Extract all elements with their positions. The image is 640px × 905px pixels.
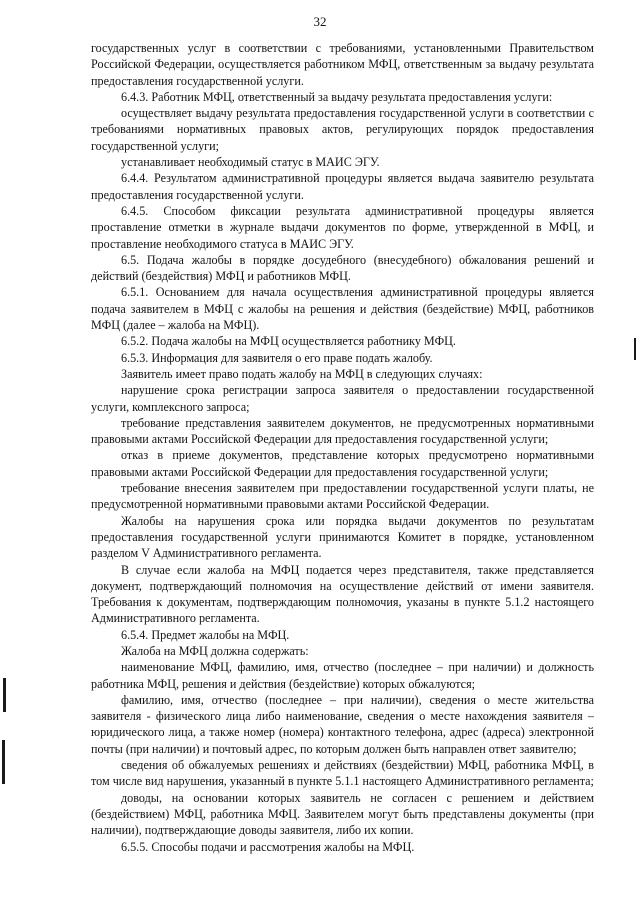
paragraph: Жалоба на МФЦ должна содержать: bbox=[121, 643, 309, 658]
paragraph: 6.5.2. Подача жалобы на МФЦ осуществляется работнику МФЦ. bbox=[121, 334, 456, 349]
paragraph: Заявитель имеет право подать жалобу на МФЦ в следующих случаях: bbox=[121, 366, 483, 381]
paragraph: сведения об обжалуемых решениях и действиях (бездействии) МФЦ, работника МФЦ, в том числе вид нарушения, указанный в пункте 5.1.1 настоящего Административного регламента; bbox=[91, 758, 594, 789]
paragraph: наименование МФЦ, фамилию, имя, отчество (последнее – при наличии) и должность работника МФЦ, решения и действия (бездействие) которых обжалуются; bbox=[91, 660, 594, 691]
paragraph: отказ в приеме документов, представление которых предусмотрено нормативными правовыми актами Российской Федерации для предоставления государственной услуги; bbox=[91, 448, 594, 479]
paragraph: 6.4.4. Результатом административной процедуры является выдача заявителю результата предоставления государственной услуги. bbox=[91, 171, 594, 202]
document-body bbox=[91, 40, 594, 855]
page-number: 32 bbox=[313, 14, 327, 29]
paragraph: 6.5.3. Информация для заявителя о его праве подать жалобу. bbox=[121, 350, 433, 365]
paragraph: 6.5.4. Предмет жалобы на МФЦ. bbox=[121, 627, 290, 642]
paragraph: осуществляет выдачу результата предоставления государственной услуги в соответствии с требованиями нормативных правовых актов, регулирующих порядок предоставления государственной услуги; bbox=[91, 106, 594, 153]
scan-mark bbox=[2, 740, 5, 784]
paragraph: доводы, на основании которых заявитель не согласен с решением и действием (бездействием) МФЦ, работника МФЦ. Заявителем могут быть представлены документы (при наличии), подтверждающие доводы заявителя, либо их копии. bbox=[91, 790, 594, 838]
paragraph: Жалобы на нарушения срока или порядка выдачи документов по результатам предоставления государственной услуги принимаются Комитет в порядке, установленном разделом V Административного регламента. bbox=[91, 513, 594, 561]
paragraph: требование внесения заявителем при предоставлении государственной услуги платы, не предусмотренной нормативными правовыми актами Российской Федерации. bbox=[91, 481, 594, 512]
paragraph: 6.5.5. Способы подачи и рассмотрения жалобы на МФЦ. bbox=[121, 839, 415, 854]
scan-mark bbox=[3, 678, 6, 712]
paragraph: требование представления заявителем документов, не предусмотренных нормативными правовыми актами Российской Федерации для предоставления государственной услуги; bbox=[91, 415, 594, 447]
paragraph: нарушение срока регистрации запроса заявителя о предоставлении государственной услуги, комплексного запроса; bbox=[91, 383, 594, 414]
paragraph: 6.4.3. Работник МФЦ, ответственный за выдачу результата предоставления услуги: bbox=[121, 89, 553, 104]
paragraph: фамилию, имя, отчество (последнее – при наличии), сведения о месте жительства заявителя - физического лица либо наименование, сведения о месте нахождения заявителя – юридического лица, а также номер (номера) контактного телефона, адрес (адреса) электронной почты (при наличии) и почтовый адрес, по которым должен быть направлен ответ заявителю; bbox=[91, 692, 594, 756]
paragraph: В случае если жалоба на МФЦ подается через представителя, также представляется документ, подтверждающий полномочия на осуществление действий от имени заявителя. Требования к документам, подтверждающим полномочия, указаны в пункте 5.1.2 настоящего Административного регламента. bbox=[91, 562, 594, 626]
scan-mark bbox=[634, 338, 636, 360]
paragraph: 6.5. Подача жалобы в порядке досудебного (внесудебного) обжалования решений и действий (бездействия) МФЦ и работников МФЦ. bbox=[91, 252, 594, 284]
paragraph: государственных услуг в соответствии с требованиями, установленными Правительством Российской Федерации, осуществляется работником МФЦ, ответственным за выдачу результата предоставления государственной услуги. bbox=[91, 41, 594, 88]
paragraph: 6.5.1. Основанием для начала осуществления административной процедуры является подача заявителем в МФЦ с жалобы на решения и действия (бездействие) МФЦ, работников МФЦ (далее – жалоба на МФЦ). bbox=[91, 285, 594, 333]
paragraph: устанавливает необходимый статус в МАИС ЭГУ. bbox=[121, 155, 380, 170]
paragraph: 6.4.5. Способом фиксации результата административной процедуры является проставление отметки в журнале выдачи документов по форме, утвержденной в МФЦ, и проставление необходимого статуса в МАИС ЭГУ. bbox=[91, 203, 594, 251]
